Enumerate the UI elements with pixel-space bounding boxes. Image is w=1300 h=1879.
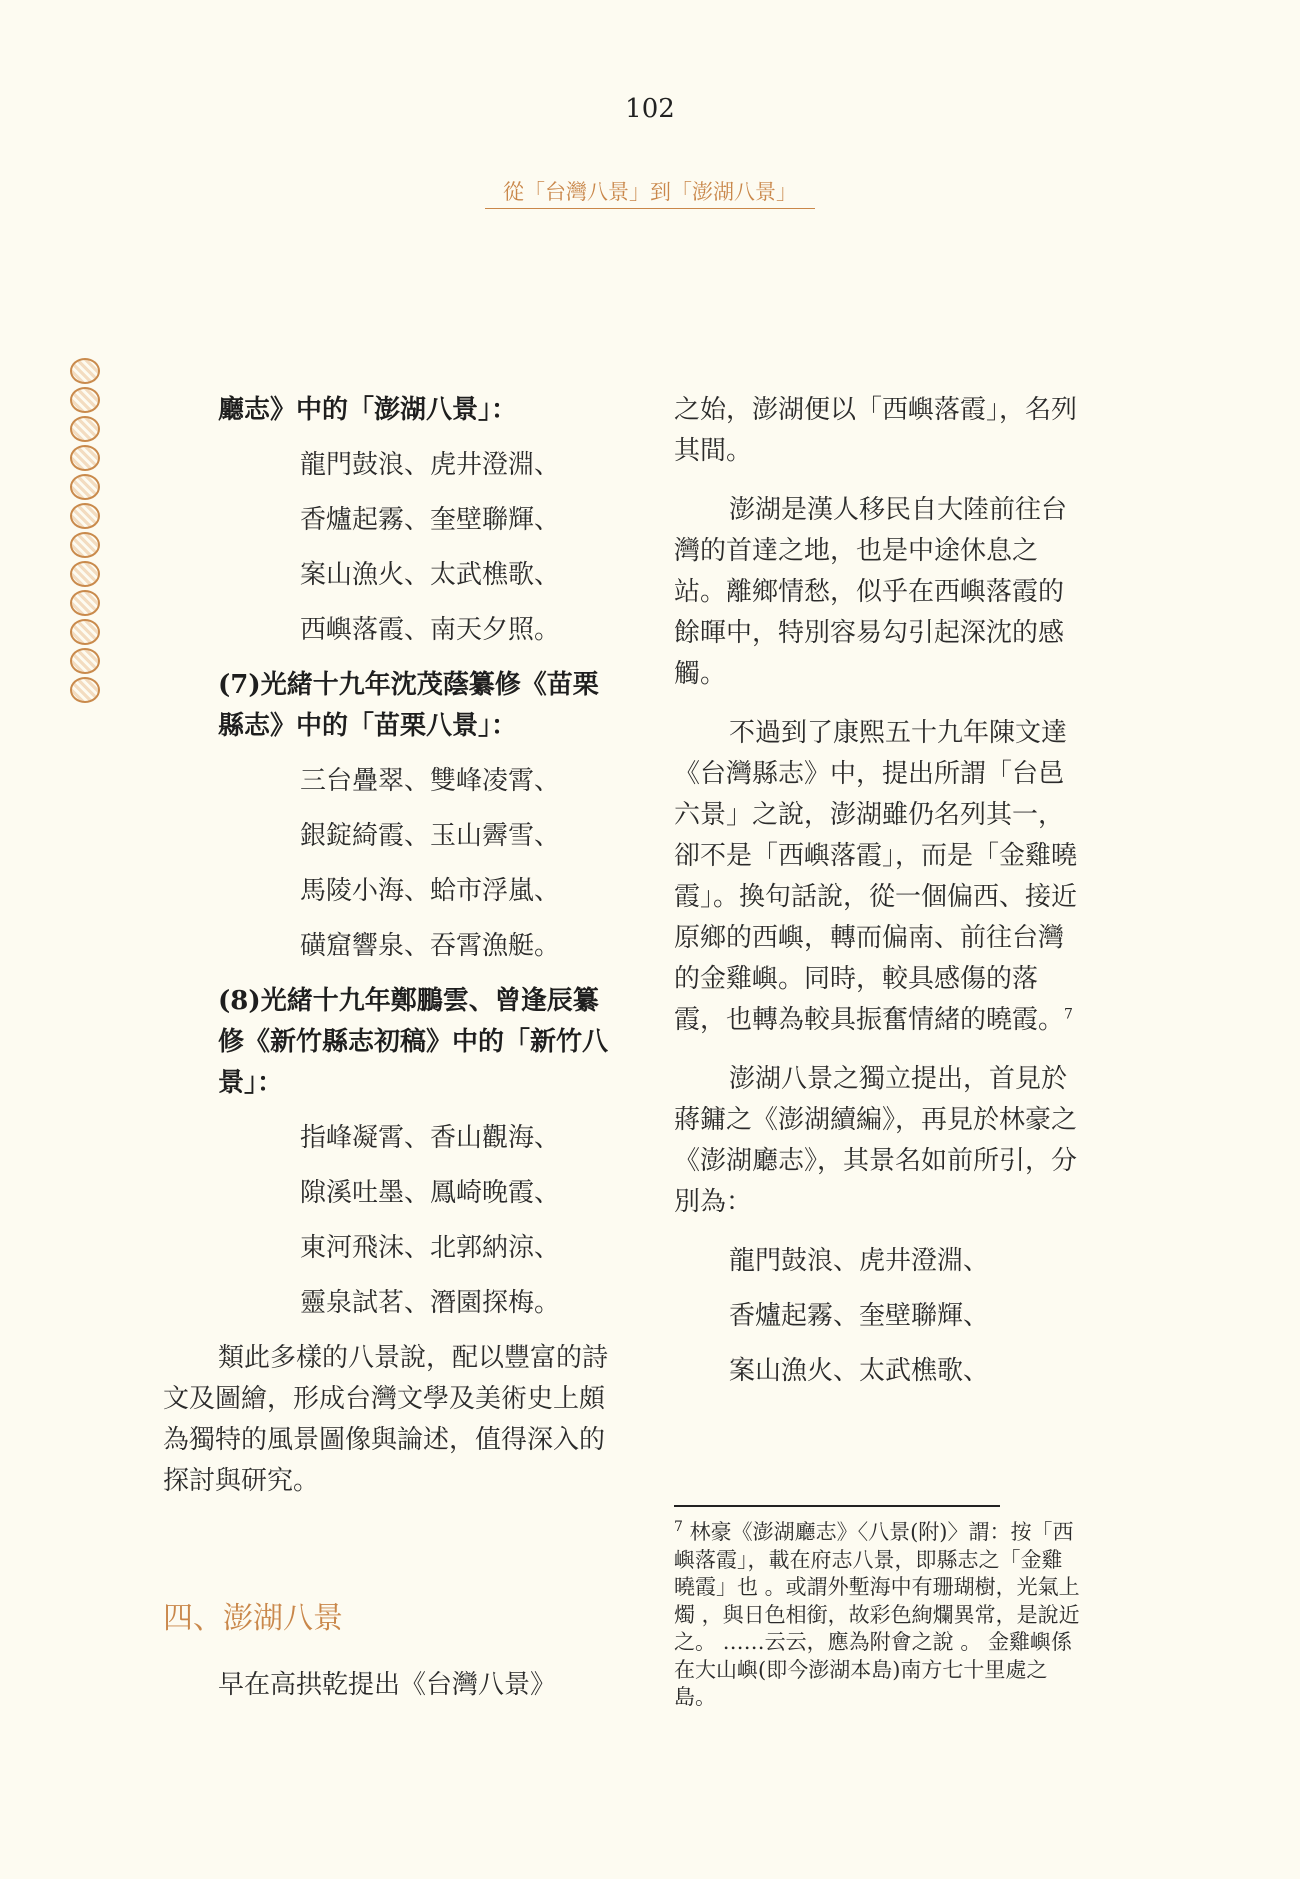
verse-line: 香爐起霧、奎壁聯輝、	[729, 1301, 990, 1331]
footnote-text: 林豪《澎湖廳志》〈八景(附)〉謂：按「西嶼落霞」，載在府志八景，即縣志之「金雞曉霞」也 。或謂外塹海中有珊瑚樹，光氣上燭 ，與日色相銜，故彩色絢爛異常，是說近之。 ……云云，應為附會之說 。 金雞嶼係在大山嶼(即今澎湖本島)南方七十里處之島。	[674, 1520, 1080, 1709]
running-header-title: 從「台灣八景」到「澎湖八景」	[485, 176, 815, 209]
ornament-dot	[70, 474, 100, 500]
body-paragraph: 澎湖八景之獨立提出，首見於蔣鏞之《澎湖續編》，再見於林豪之《澎湖廳志》，其景名如前所引，分別為：	[674, 1064, 1078, 1217]
footnote	[674, 1519, 1080, 1712]
lead-line: 廳志》中的「澎湖八景」：	[218, 395, 518, 425]
verse-line: 靈泉試茗、潛園探梅。	[300, 1288, 561, 1318]
body-paragraph: 之始，澎湖便以「西嶼落霞」，名列其間。	[674, 395, 1078, 466]
running-header	[0, 176, 1300, 209]
verse-line: 案山漁火、太武樵歌、	[729, 1356, 990, 1386]
ornament-dot	[70, 387, 100, 413]
body-paragraph	[674, 713, 1080, 1041]
ornament-dot	[70, 532, 100, 558]
ornament-dot	[70, 648, 100, 674]
footnote-rule	[674, 1505, 1000, 1507]
verse-line: 龍門鼓浪、虎井澄淵、	[729, 1246, 990, 1276]
ornament-dot	[70, 677, 100, 703]
body-paragraph: 澎湖是漢人移民自大陸前往台灣的首達之地，也是中途休息之站。離鄉情愁，似乎在西嶼落霞的餘暉中，特別容易勾引起深沈的感觸。	[674, 495, 1068, 689]
verse-line: 指峰凝霄、香山觀海、	[300, 1123, 561, 1153]
ornament-dot	[70, 619, 100, 645]
list-entry-8: (8)光緒十九年鄭鵬雲、曾逢辰纂修《新竹縣志初稿》中的「新竹八景」：	[218, 986, 609, 1098]
ornament-dot	[70, 358, 100, 384]
verse-line: 香爐起霧、奎壁聯輝、	[300, 505, 561, 535]
ornament-dot	[70, 416, 100, 442]
section-heading-wrap	[163, 1598, 624, 1641]
list-entry-7: (7)光緒十九年沈茂蔭纂修《苗栗縣志》中的「苗栗八景」：	[218, 670, 599, 741]
ornament-dot	[70, 561, 100, 587]
margin-ornament	[70, 358, 104, 706]
footnote-number: 7	[674, 1519, 683, 1535]
ornament-dot	[70, 445, 100, 471]
right-column	[674, 390, 1080, 1406]
closing-paragraph: 類此多樣的八景說，配以豐富的詩文及圖繪，形成台灣文學及美術史上頗為獨特的風景圖像與論述，值得深入的探討與研究。	[163, 1343, 609, 1496]
page-number: 102	[625, 94, 675, 124]
verse-line: 西嶼落霞、南天夕照。	[300, 615, 561, 645]
verse-line: 龍門鼓浪、虎井澄淵、	[300, 450, 561, 480]
verse-line: 銀錠綺霞、玉山霽雪、	[300, 821, 561, 851]
verse-line: 案山漁火、太武樵歌、	[300, 560, 561, 590]
footnote-reference: 7	[1064, 1006, 1073, 1023]
section-paragraph: 早在高拱乾提出《台灣八景》	[218, 1670, 557, 1700]
body-paragraph-text: 不過到了康熙五十九年陳文達《台灣縣志》中，提出所謂「台邑六景」之說，澎湖雖仍名列其一，卻不是「西嶼落霞」，而是「金雞曉霞」。換句話說，從一個偏西、接近原鄉的西嶼，轉而偏南、前往台灣的金雞嶼。同時，較具感傷的落霞，也轉為較具振奮情緒的曉霞。	[674, 718, 1078, 1035]
verse-line: 馬陵小海、蛤市浮嵐、	[300, 876, 561, 906]
verse-line: 磺窟響泉、吞霄漁艇。	[300, 931, 561, 961]
ornament-dot	[70, 590, 100, 616]
left-column	[163, 390, 624, 1706]
verse-line: 東河飛沫、北郭納涼、	[300, 1233, 561, 1263]
verse-line: 三台疊翠、雙峰凌霄、	[300, 766, 561, 796]
verse-line: 隙溪吐墨、鳳崎晚霞、	[300, 1178, 561, 1208]
ornament-dot	[70, 503, 100, 529]
section-heading: 四、澎湖八景	[163, 1601, 343, 1636]
